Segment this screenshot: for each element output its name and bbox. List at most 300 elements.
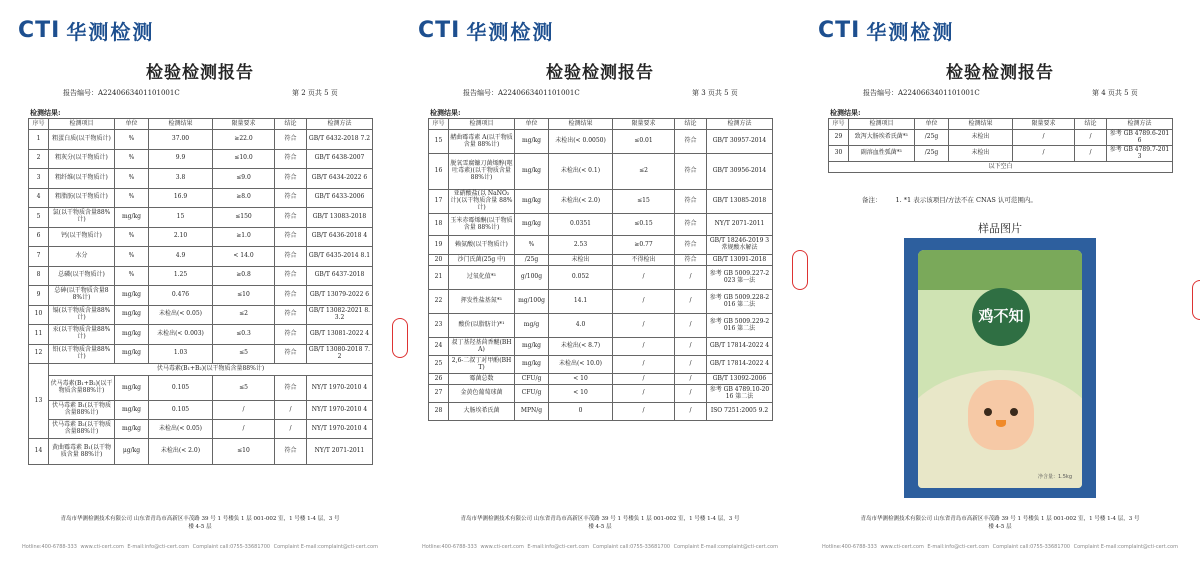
table-cell: 1.03 bbox=[149, 344, 213, 364]
table-cell: 7 bbox=[29, 247, 49, 267]
table-cell: GB/T 30956-2014 bbox=[707, 154, 773, 190]
results-table bbox=[28, 118, 373, 465]
logo-cn-name: 华测检测 bbox=[866, 19, 955, 44]
table-cell: 未检出(< 10.0) bbox=[549, 356, 613, 374]
table-cell: 符合 bbox=[275, 247, 307, 267]
table-row bbox=[29, 247, 373, 267]
table-cell: 1.25 bbox=[149, 266, 213, 286]
table-cell: 水分 bbox=[49, 247, 115, 267]
table-cell: 金黄色葡萄球菌 bbox=[449, 385, 515, 403]
footer-address: 青岛市华测检测技术有限公司 山东省青岛市高新区丰茂路 39 号 1 号楼负 1 层 001-002 室，1 号楼 1-4 层，3 号楼 4-5 层 bbox=[460, 516, 740, 531]
table-row bbox=[29, 286, 373, 306]
report-title: 检验检测报告 bbox=[946, 63, 1054, 83]
header-cell: 限量要求 bbox=[213, 119, 275, 130]
table-cell: 11 bbox=[29, 325, 49, 345]
table-cell: / bbox=[1013, 146, 1075, 162]
header-cell: 结论 bbox=[275, 119, 307, 130]
table-cell: 21 bbox=[429, 266, 449, 290]
table-cell: 4.0 bbox=[549, 314, 613, 338]
chick-illustration bbox=[968, 380, 1034, 450]
table-cell: NY/T 2071-2011 bbox=[307, 439, 373, 465]
remark bbox=[862, 195, 1037, 204]
cti-logo bbox=[818, 16, 954, 44]
table-cell: 0.105 bbox=[149, 401, 213, 420]
table-cell: NY/T 1970-2010 4 bbox=[307, 420, 373, 439]
page-number: 第 4 页共 5 页 bbox=[1092, 89, 1138, 97]
table-cell: mg/g bbox=[515, 314, 549, 338]
table-cell: 脱氧雪腐镰刀菌烯醇(呕吐毒素)(以干物质含量 88%计) bbox=[449, 154, 515, 190]
table-cell: ≤9.0 bbox=[213, 169, 275, 189]
table-cell: mg/kg bbox=[515, 130, 549, 154]
table-cell: 25 bbox=[429, 356, 449, 374]
table-cell: mg/kg bbox=[115, 401, 149, 420]
logo-cn-name: 华测检测 bbox=[466, 19, 555, 44]
table-cell: ≤0.15 bbox=[613, 214, 675, 236]
header-cell: 限量要求 bbox=[1013, 119, 1075, 130]
table-cell: 符合 bbox=[675, 236, 707, 255]
table-cell: < 14.0 bbox=[213, 247, 275, 267]
section-label: 检测结果: bbox=[430, 108, 461, 117]
table-cell: 挥发性盐基氮*¹ bbox=[449, 290, 515, 314]
table-cell: 0.105 bbox=[149, 376, 213, 401]
table-cell: 霉菌总数 bbox=[449, 374, 515, 385]
table-cell: 0.052 bbox=[549, 266, 613, 290]
complaint-email: Complaint E-mail:complaint@cti-cert.com bbox=[273, 544, 378, 550]
table-cell: 10 bbox=[29, 305, 49, 325]
table-cell: / bbox=[1075, 130, 1107, 146]
table-cell: 参考 GB 5009.228-2016 第二法 bbox=[707, 290, 773, 314]
table-cell: GB/T 6435-2014 8.1 bbox=[307, 247, 373, 267]
table-row bbox=[29, 344, 373, 364]
table-cell: ≥1.0 bbox=[213, 227, 275, 247]
table-row bbox=[429, 374, 773, 385]
table-row bbox=[29, 401, 373, 420]
table-cell: ≥0.77 bbox=[613, 236, 675, 255]
product-brand: 鸡不知 bbox=[972, 288, 1030, 346]
table-row bbox=[29, 188, 373, 208]
table-cell: 未检出(< 8.7) bbox=[549, 338, 613, 356]
table-cell: 3 bbox=[29, 169, 49, 189]
sample-photo bbox=[904, 238, 1096, 498]
footer-contact bbox=[800, 544, 1200, 550]
table-cell: 黄曲霉毒素 B₁(以干物质含量 88%计) bbox=[49, 439, 115, 465]
table-cell: GB/T 17814-2022 4 bbox=[707, 356, 773, 374]
footer-address: 青岛市华测检测技术有限公司 山东省青岛市高新区丰茂路 39 号 1 号楼负 1 层 001-002 室，1 号楼 1-4 层，3 号楼 4-5 层 bbox=[60, 516, 340, 531]
table-cell: 符合 bbox=[275, 149, 307, 169]
table-row bbox=[429, 266, 773, 290]
table-cell: ≥8.0 bbox=[213, 188, 275, 208]
logo-mark: CTI bbox=[818, 17, 861, 43]
table-cell: 2.53 bbox=[549, 236, 613, 255]
table-cell: 不得检出 bbox=[613, 255, 675, 266]
table-cell: ≥22.0 bbox=[213, 130, 275, 150]
table-cell: 伏马毒素(B₁+B₂)(以干物质含量88%计) bbox=[49, 364, 373, 376]
table-cell: 6 bbox=[29, 227, 49, 247]
table-cell: 0.0351 bbox=[549, 214, 613, 236]
footer-contact bbox=[0, 544, 400, 550]
table-cell: / bbox=[613, 314, 675, 338]
table-cell: CFU/g bbox=[515, 385, 549, 403]
page-number: 第 2 页共 5 页 bbox=[292, 89, 338, 97]
table-cell: 参考 GB 4789.6-2016 bbox=[1107, 130, 1173, 146]
website: www.cti-cert.com bbox=[880, 544, 924, 550]
complaint-email: Complaint E-mail:complaint@cti-cert.com bbox=[1073, 544, 1178, 550]
table-cell: % bbox=[115, 227, 149, 247]
table-cell: 参考 GB 4789.7-2013 bbox=[1107, 146, 1173, 162]
table-cell: ≤0.01 bbox=[613, 130, 675, 154]
table-cell: 符合 bbox=[675, 190, 707, 214]
table-row bbox=[29, 208, 373, 228]
table-row bbox=[829, 146, 1173, 162]
table-cell: ≤5 bbox=[213, 376, 275, 401]
table-cell: 总砷(以干物质含量88%计) bbox=[49, 286, 115, 306]
table-cell: mg/kg bbox=[515, 190, 549, 214]
table-cell: ≤0.3 bbox=[213, 325, 275, 345]
table-cell: GB/T 13085-2018 bbox=[707, 190, 773, 214]
header-cell: 序号 bbox=[829, 119, 849, 130]
table-row bbox=[429, 236, 773, 255]
table-cell: 符合 bbox=[275, 169, 307, 189]
table-cell: 15 bbox=[149, 208, 213, 228]
table-header bbox=[829, 119, 1173, 130]
remark-label: 备注： bbox=[862, 196, 882, 204]
header-cell: 检测方法 bbox=[1107, 119, 1173, 130]
seal-stamp-edge bbox=[800, 250, 808, 290]
header-cell: 序号 bbox=[429, 119, 449, 130]
table-cell: / bbox=[275, 420, 307, 439]
table-cell: 23 bbox=[429, 314, 449, 338]
table-cell: mg/kg bbox=[115, 208, 149, 228]
table-cell: 沙门氏菌(25g 中) bbox=[449, 255, 515, 266]
table-row bbox=[829, 130, 1173, 146]
remark-text: 1. *1 表示该项目/方法不在 CNAS 认可范围内。 bbox=[895, 196, 1037, 204]
table-cell: / bbox=[675, 338, 707, 356]
hotline: Hotline:400-6788-333 bbox=[822, 544, 877, 550]
table-cell: 未检出(< 2.0) bbox=[549, 190, 613, 214]
table-header bbox=[29, 119, 373, 130]
section-label: 检测结果: bbox=[830, 108, 861, 117]
table-cell: GB/T 6438-2007 bbox=[307, 149, 373, 169]
email: E-mail:info@cti-cert.com bbox=[927, 544, 990, 550]
product-weight: 净含量：1.5kg bbox=[1037, 474, 1072, 480]
table-cell: / bbox=[675, 266, 707, 290]
table-header bbox=[429, 119, 773, 130]
table-cell: / bbox=[275, 401, 307, 420]
table-row bbox=[29, 364, 373, 376]
table-cell: 0.476 bbox=[149, 286, 213, 306]
table-row bbox=[29, 169, 373, 189]
table-row bbox=[29, 130, 373, 150]
table-cell: mg/kg bbox=[115, 420, 149, 439]
report-number: 报告编号：A2240663401101001C bbox=[863, 89, 980, 97]
table-cell: 17 bbox=[429, 190, 449, 214]
table-cell: GB/T 13092-2006 bbox=[707, 374, 773, 385]
table-cell: 符合 bbox=[275, 325, 307, 345]
header-cell: 检测结果 bbox=[149, 119, 213, 130]
table-cell: 4.9 bbox=[149, 247, 213, 267]
table-cell: GB/T 6437-2018 bbox=[307, 266, 373, 286]
table-cell: 赭曲霉毒素 A(以干物质含量 88%计) bbox=[449, 130, 515, 154]
table-cell: 1 bbox=[29, 130, 49, 150]
table-cell: 24 bbox=[429, 338, 449, 356]
table-cell: mg/kg bbox=[115, 305, 149, 325]
table-cell: 4 bbox=[29, 188, 49, 208]
table-cell: 2,6-二叔丁对甲酚(BHT) bbox=[449, 356, 515, 374]
table-cell: 14.1 bbox=[549, 290, 613, 314]
logo-mark: CTI bbox=[18, 17, 61, 43]
table-cell: 3.8 bbox=[149, 169, 213, 189]
table-row bbox=[429, 314, 773, 338]
table-cell: 22 bbox=[429, 290, 449, 314]
header-cell: 单位 bbox=[915, 119, 949, 130]
table-cell: CFU/g bbox=[515, 374, 549, 385]
table-cell: / bbox=[675, 403, 707, 421]
logo-mark: CTI bbox=[418, 17, 461, 43]
table-cell: 粗纤维(以干物质计) bbox=[49, 169, 115, 189]
table-cell: ≤2 bbox=[213, 305, 275, 325]
table-row bbox=[429, 356, 773, 374]
table-cell: GB/T 6433-2006 bbox=[307, 188, 373, 208]
table-cell: 未检出(< 0.05) bbox=[149, 305, 213, 325]
table-cell: / bbox=[1075, 146, 1107, 162]
table-cell: 5 bbox=[29, 208, 49, 228]
email: E-mail:info@cti-cert.com bbox=[527, 544, 590, 550]
table-cell: 粗灰分(以干物质计) bbox=[49, 149, 115, 169]
complaint-call: Complaint call:0755-33681700 bbox=[192, 544, 271, 550]
table-cell: 0 bbox=[549, 403, 613, 421]
table-cell: / bbox=[213, 420, 275, 439]
table-row bbox=[429, 190, 773, 214]
table-row bbox=[429, 385, 773, 403]
page-number: 第 3 页共 5 页 bbox=[692, 89, 738, 97]
table-cell: 伏马毒素 B₂(以干物质含量88%计) bbox=[49, 420, 115, 439]
report-page-2 bbox=[0, 0, 400, 565]
table-cell: mg/kg bbox=[115, 325, 149, 345]
table-cell: 13 bbox=[29, 364, 49, 439]
table-row bbox=[29, 439, 373, 465]
table-cell: 14 bbox=[29, 439, 49, 465]
table-cell: mg/kg bbox=[515, 214, 549, 236]
footer-contact bbox=[400, 544, 800, 550]
table-cell: 28 bbox=[429, 403, 449, 421]
table-cell: GB/T 17814-2022 4 bbox=[707, 338, 773, 356]
table-body bbox=[429, 130, 773, 421]
table-row bbox=[29, 376, 373, 401]
table-cell: 粗蛋白质(以干物质计) bbox=[49, 130, 115, 150]
table-cell: 赖氨酸(以干物质计) bbox=[449, 236, 515, 255]
header-cell: 检测项目 bbox=[49, 119, 115, 130]
table-cell: 未检出 bbox=[549, 255, 613, 266]
table-cell: /25g bbox=[515, 255, 549, 266]
table-cell: GB/T 6434-2022 6 bbox=[307, 169, 373, 189]
table-row bbox=[429, 290, 773, 314]
table-cell: ≤10 bbox=[213, 286, 275, 306]
complaint-email: Complaint E-mail:complaint@cti-cert.com bbox=[673, 544, 778, 550]
table-cell: GB/T 13082-2021 8.3.2 bbox=[307, 305, 373, 325]
table-cell: < 10 bbox=[549, 385, 613, 403]
table-cell: mg/kg bbox=[115, 376, 149, 401]
table-cell: 符合 bbox=[675, 130, 707, 154]
table-cell: 符合 bbox=[275, 188, 307, 208]
table-cell: mg/kg bbox=[515, 338, 549, 356]
table-cell: μg/kg bbox=[115, 439, 149, 465]
table-cell: / bbox=[675, 356, 707, 374]
table-cell: 亚硝酸盐(以 NaNO₂计)(以干物质含量 88%计) bbox=[449, 190, 515, 214]
seal-stamp-edge bbox=[792, 250, 800, 290]
table-cell: 未检出(< 0.003) bbox=[149, 325, 213, 345]
table-cell: 37.00 bbox=[149, 130, 213, 150]
table-cell: 符合 bbox=[275, 130, 307, 150]
table-cell: 铅(以干物质含量88%计) bbox=[49, 344, 115, 364]
table-cell: / bbox=[1013, 130, 1075, 146]
table-cell: 符合 bbox=[275, 439, 307, 465]
table-cell: 19 bbox=[429, 236, 449, 255]
seal-stamp-edge bbox=[1192, 280, 1200, 320]
table-cell: 符合 bbox=[275, 286, 307, 306]
table-cell: 26 bbox=[429, 374, 449, 385]
hotline: Hotline:400-6788-333 bbox=[422, 544, 477, 550]
table-cell: ≤5 bbox=[213, 344, 275, 364]
table-cell: ≤10 bbox=[213, 439, 275, 465]
table-cell: 酸价(以脂肪计)*¹ bbox=[449, 314, 515, 338]
table-row bbox=[29, 149, 373, 169]
table-row bbox=[29, 266, 373, 286]
seal-stamp-edge bbox=[392, 318, 400, 358]
table-cell: % bbox=[115, 247, 149, 267]
header-cell: 结论 bbox=[675, 119, 707, 130]
table-cell: g/100g bbox=[515, 266, 549, 290]
table-cell: 符合 bbox=[275, 344, 307, 364]
table-cell: 符合 bbox=[275, 208, 307, 228]
table-cell: mg/kg bbox=[515, 154, 549, 190]
table-cell: ≤15 bbox=[613, 190, 675, 214]
table-cell: 未检出(< 0.0050) bbox=[549, 130, 613, 154]
footer-address: 青岛市华测检测技术有限公司 山东省青岛市高新区丰茂路 39 号 1 号楼负 1 层 001-002 室，1 号楼 1-4 层，3 号楼 4-5 层 bbox=[860, 516, 1140, 531]
table-cell: 符合 bbox=[275, 227, 307, 247]
table-row bbox=[429, 403, 773, 421]
table-cell: 钙(以干物质计) bbox=[49, 227, 115, 247]
table-cell: 未检出(< 0.1) bbox=[549, 154, 613, 190]
product-bag bbox=[918, 250, 1082, 488]
table-row bbox=[29, 325, 373, 345]
table-cell: GB/T 13083-2018 bbox=[307, 208, 373, 228]
table-cell: GB/T 18246-2019 3 常规酸水解法 bbox=[707, 236, 773, 255]
sample-image-title: 样品图片 bbox=[978, 222, 1022, 235]
table-cell: NY/T 1970-2010 4 bbox=[307, 376, 373, 401]
email: E-mail:info@cti-cert.com bbox=[127, 544, 190, 550]
table-body bbox=[29, 130, 373, 465]
table-cell: 参考 GB 4789.10-2016 第二法 bbox=[707, 385, 773, 403]
table-cell: % bbox=[115, 169, 149, 189]
table-cell: 玉米赤霉烯酮(以干物质含量 88%计) bbox=[449, 214, 515, 236]
header-cell: 检测方法 bbox=[707, 119, 773, 130]
table-cell: % bbox=[115, 266, 149, 286]
table-cell: 未检出 bbox=[949, 130, 1013, 146]
report-title: 检验检测报告 bbox=[546, 63, 654, 83]
table-cell: 副溶血性弧菌*¹ bbox=[849, 146, 915, 162]
table-body bbox=[829, 130, 1173, 173]
table-cell: GB/T 13079-2022 6 bbox=[307, 286, 373, 306]
table-cell: 符合 bbox=[275, 305, 307, 325]
header-cell: 检测项目 bbox=[449, 119, 515, 130]
table-row bbox=[429, 214, 773, 236]
table-cell: / bbox=[675, 314, 707, 338]
table-cell: 镉(以干物质含量88%计) bbox=[49, 305, 115, 325]
table-cell: ≤150 bbox=[213, 208, 275, 228]
section-label: 检测结果: bbox=[30, 108, 61, 117]
table-cell: mg/100g bbox=[515, 290, 549, 314]
table-cell: GB/T 13091-2018 bbox=[707, 255, 773, 266]
table-cell: mg/kg bbox=[115, 286, 149, 306]
results-table bbox=[828, 118, 1173, 173]
table-cell: 符合 bbox=[275, 376, 307, 401]
table-cell: / bbox=[613, 403, 675, 421]
table-row bbox=[29, 420, 373, 439]
table-cell: % bbox=[115, 130, 149, 150]
website: www.cti-cert.com bbox=[480, 544, 524, 550]
table-cell: / bbox=[213, 401, 275, 420]
table-cell: ISO 7251:2005 9.2 bbox=[707, 403, 773, 421]
table-row bbox=[829, 162, 1173, 173]
table-cell: GB/T 30957-2014 bbox=[707, 130, 773, 154]
table-cell: / bbox=[613, 385, 675, 403]
table-cell: / bbox=[675, 290, 707, 314]
table-cell: 伏马毒素 B₁(以干物质含量88%计) bbox=[49, 401, 115, 420]
table-cell: 12 bbox=[29, 344, 49, 364]
table-cell: 16.9 bbox=[149, 188, 213, 208]
table-row bbox=[429, 130, 773, 154]
table-cell: 未检出 bbox=[949, 146, 1013, 162]
table-cell: 2 bbox=[29, 149, 49, 169]
header-cell: 检测项目 bbox=[849, 119, 915, 130]
table-cell: ≤10.0 bbox=[213, 149, 275, 169]
table-row bbox=[429, 154, 773, 190]
table-cell: < 10 bbox=[549, 374, 613, 385]
table-cell: / bbox=[675, 374, 707, 385]
header-cell: 单位 bbox=[515, 119, 549, 130]
table-cell: 8 bbox=[29, 266, 49, 286]
table-cell: 符合 bbox=[675, 214, 707, 236]
table-cell: 参考 GB 5009.229-2016 第二法 bbox=[707, 314, 773, 338]
header-cell: 结论 bbox=[1075, 119, 1107, 130]
table-cell: mg/kg bbox=[115, 344, 149, 364]
cti-logo bbox=[18, 16, 154, 44]
header-cell: 限量要求 bbox=[613, 119, 675, 130]
table-cell: GB/T 6432-2018 7.2 bbox=[307, 130, 373, 150]
seal-stamp-edge bbox=[400, 318, 408, 358]
report-page-3 bbox=[400, 0, 800, 565]
table-cell: / bbox=[613, 374, 675, 385]
table-cell: NY/T 2071-2011 bbox=[707, 214, 773, 236]
table-cell: % bbox=[115, 149, 149, 169]
table-cell: 未检出(< 0.05) bbox=[149, 420, 213, 439]
header-cell: 序号 bbox=[29, 119, 49, 130]
table-cell: /25g bbox=[915, 146, 949, 162]
table-cell: 30 bbox=[829, 146, 849, 162]
table-cell: % bbox=[515, 236, 549, 255]
header-cell: 检测结果 bbox=[549, 119, 613, 130]
website: www.cti-cert.com bbox=[80, 544, 124, 550]
table-cell: 符合 bbox=[675, 255, 707, 266]
complaint-call: Complaint call:0755-33681700 bbox=[592, 544, 671, 550]
table-cell: 未检出(< 2.0) bbox=[149, 439, 213, 465]
table-cell: 汞(以干物质含量88%计) bbox=[49, 325, 115, 345]
hotline: Hotline:400-6788-333 bbox=[22, 544, 77, 550]
report-title: 检验检测报告 bbox=[146, 63, 254, 83]
table-cell: /25g bbox=[915, 130, 949, 146]
table-cell: 叔丁基羟基茴香醚(BHA) bbox=[449, 338, 515, 356]
header-cell: 检测方法 bbox=[307, 119, 373, 130]
